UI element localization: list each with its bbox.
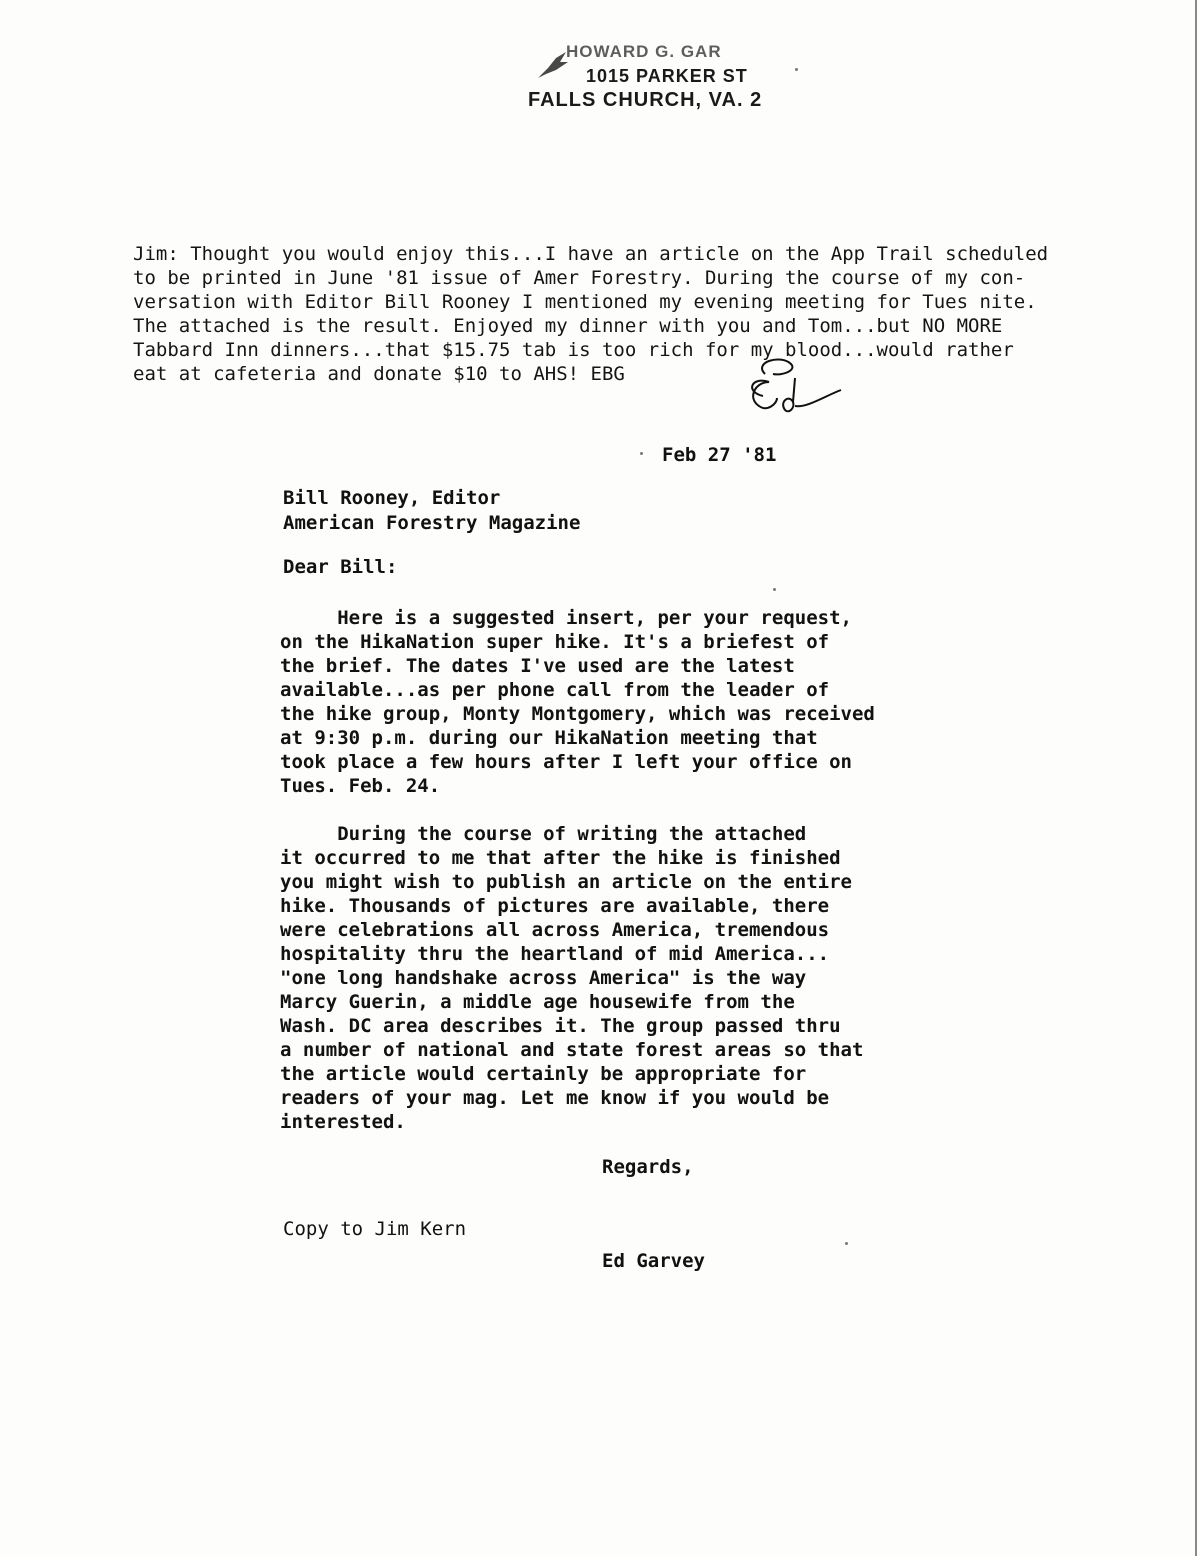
paragraph-line: hike. Thousands of pictures are available, there (280, 895, 830, 917)
paragraph-line: interested. (280, 1111, 406, 1133)
note-line: versation with Editor Bill Rooney I mentioned my evening meeting for Tues nite. (133, 291, 1037, 313)
paragraph-line: a number of national and state forest areas so that (280, 1039, 864, 1061)
paragraph-line: "one long handshake across America" is the way (280, 967, 807, 989)
salutation: Dear Bill: (283, 556, 398, 578)
scan-speck (795, 68, 798, 71)
paragraph-line: it occurred to me that after the hike is finished (280, 847, 841, 869)
addressee-name: Bill Rooney, Editor (283, 487, 501, 509)
paragraph-line: the hike group, Monty Montgomery, which was received (280, 703, 875, 725)
scan-speck (773, 588, 776, 591)
copy-line: Copy to Jim Kern (283, 1218, 467, 1240)
note-line: Tabbard Inn dinners...that $15.75 tab is too rich for my blood...would rather (133, 339, 1014, 361)
stamp-line-2: 1015 PARKER ST (586, 66, 748, 86)
handwritten-signature (733, 352, 843, 428)
cover-note (133, 242, 1093, 386)
paragraph-line: Marcy Guerin, a middle age housewife from the (280, 991, 795, 1013)
stamp-line-1: HOWARD G. GAR (566, 42, 722, 61)
sender-name: Ed Garvey (602, 1250, 705, 1272)
note-line: Jim: Thought you would enjoy this...I have an article on the App Trail scheduled (133, 243, 1049, 265)
scan-speck (640, 452, 643, 455)
paragraph-line: the brief. The dates I've used are the latest (280, 655, 795, 677)
paragraph-line: the article would certainly be appropriate for (280, 1063, 807, 1085)
paragraph-line: Wash. DC area describes it. The group passed thru (280, 1015, 841, 1037)
addressee-organization: American Forestry Magazine (283, 512, 581, 534)
note-line: The attached is the result. Enjoyed my dinner with you and Tom...but NO MORE (133, 315, 1003, 337)
paragraph-line: you might wish to publish an article on the entire (280, 871, 852, 893)
paragraph-line: on the HikaNation super hike. It's a briefest of (280, 631, 830, 653)
paragraph-line: at 9:30 p.m. during our HikaNation meeting that (280, 727, 818, 749)
letter-date: Feb 27 '81 (662, 444, 777, 466)
closing: Regards, (602, 1156, 694, 1178)
body-paragraph-1 (280, 606, 875, 798)
scan-speck (845, 1242, 848, 1245)
addressee-block (283, 486, 580, 536)
paragraph-line: took place a few hours after I left your office on (280, 751, 852, 773)
paragraph-line: During the course of writing the attached (280, 823, 807, 845)
note-line: eat at cafeteria and donate $10 to AHS! EBG (133, 363, 625, 385)
paragraph-line: Here is a suggested insert, per your request, (280, 607, 852, 629)
page-edge-line (1195, 0, 1197, 1556)
paragraph-line: readers of your mag. Let me know if you would be (280, 1087, 830, 1109)
paragraph-line: were celebrations all across America, tremendous (280, 919, 830, 941)
return-address-stamp (528, 40, 828, 112)
body-paragraph-2 (280, 822, 863, 1134)
paragraph-line: Tues. Feb. 24. (280, 775, 441, 797)
paragraph-line: available...as per phone call from the leader of (280, 679, 830, 701)
stamp-line-3: FALLS CHURCH, VA. 2 (528, 89, 763, 111)
note-line: to be printed in June '81 issue of Amer Forestry. During the course of my con- (133, 267, 1026, 289)
paragraph-line: hospitality thru the heartland of mid America... (280, 943, 830, 965)
